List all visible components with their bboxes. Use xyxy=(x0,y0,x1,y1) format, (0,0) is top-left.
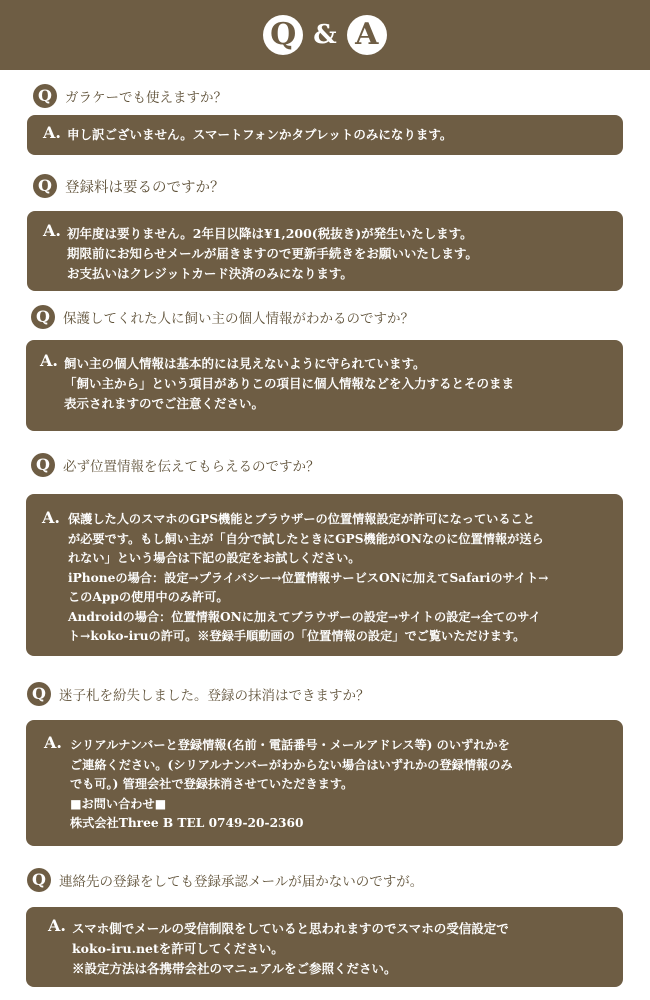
faq-question-2 xyxy=(33,174,225,198)
answer-line: お支払いはクレジットカード決済のみになります。 xyxy=(67,266,353,281)
faq-answer-6 xyxy=(26,907,623,987)
answer-line: 飼い主の個人情報は基本的には見えないように守られています。 xyxy=(64,356,426,371)
question-badge: Q xyxy=(27,868,51,892)
question-badge: Q xyxy=(31,305,55,329)
question-badge: Q xyxy=(33,174,57,198)
answer-badge: A. xyxy=(43,221,61,240)
answer-line: が必要です。もし飼い主が「自分で試したときにGPS機能がONなのに位置情報が送ら xyxy=(68,531,544,546)
answer-badge: A. xyxy=(48,916,66,935)
answer-line: iPhoneの場合：設定→プライバシー→位置情報サービスONに加えてSafariのサイト→ xyxy=(68,570,549,585)
answer-line: 表示されますのでご注意ください。 xyxy=(64,396,265,411)
faq-question-1 xyxy=(33,84,227,108)
header-a-badge: A xyxy=(347,15,387,55)
answer-badge: A. xyxy=(43,123,61,142)
question-text: 必ず位置情報を伝えてもらえるのですか？ xyxy=(63,459,320,475)
answer-line: シリアルナンバーと登録情報(名前・電話番号・メールアドレス等) のいずれかを xyxy=(70,738,510,752)
answer-badge: A. xyxy=(44,733,62,752)
header-ampersand: & xyxy=(313,20,337,50)
question-badge: Q xyxy=(33,84,57,108)
answer-badge: A. xyxy=(42,508,60,527)
answer-line: 「飼い主から」という項目がありこの項目に個人情報などを入力するとそのまま xyxy=(64,376,515,391)
question-text: ガラケーでも使えますか？ xyxy=(65,90,227,106)
faq-answer-4 xyxy=(26,494,623,656)
header-q-badge: Q xyxy=(263,15,303,55)
question-text: 連絡先の登録をしても登録承認メールが届かないのですが。 xyxy=(59,874,424,890)
answer-line: スマホ側でメールの受信制限をしていると思われますのでスマホの受信設定で xyxy=(72,921,509,936)
answer-line: ■お問い合わせ■ xyxy=(70,796,167,811)
faq-answer-1 xyxy=(27,115,623,155)
answer-line: ト→koko-iruの許可。※登録手順動画の「位置情報の設定」でご覧いただけます。 xyxy=(68,629,526,643)
qa-header xyxy=(0,0,650,70)
question-text: 迷子札を紛失しました。登録の抹消はできますか？ xyxy=(59,688,370,704)
answer-line: ※設定方法は各携帯会社のマニュアルをご参照ください。 xyxy=(72,961,397,976)
answer-line: koko-iru.netを許可してください。 xyxy=(72,941,284,956)
answer-line: 期限前にお知らせメールが届きますので更新手続きをお願いいたします。 xyxy=(67,246,478,261)
answer-line: でも可。) 管理会社で登録抹消させていただきます。 xyxy=(70,777,354,791)
question-text: 登録料は要るのですか？ xyxy=(65,179,225,196)
faq-question-6 xyxy=(27,868,423,892)
question-badge: Q xyxy=(27,682,51,706)
answer-line: ご連絡ください。(シリアルナンバーがわからない場合はいずれかの登録情報のみ xyxy=(70,757,513,772)
answer-line: このAppの使用中のみ許可。 xyxy=(68,590,229,604)
answer-line: Androidの場合：位置情報ONに加えてブラウザーの設定→サイトの設定→全てのサイ xyxy=(68,609,541,624)
answer-badge: A. xyxy=(40,351,58,370)
faq-question-4 xyxy=(31,453,320,477)
faq-answer-3 xyxy=(26,340,623,431)
faq-question-3 xyxy=(31,305,414,329)
question-badge: Q xyxy=(31,453,55,477)
question-text: 保護してくれた人に飼い主の個人情報がわかるのですか？ xyxy=(63,311,414,327)
answer-line: 申し訳ございません。スマートフォンかタブレットのみになります。 xyxy=(67,127,453,142)
faq-question-5 xyxy=(27,682,370,706)
answer-line: れない」という場合は下記の設定をお試しください。 xyxy=(68,551,361,565)
answer-line: 保護した人のスマホのGPS機能とブラウザーの位置情報設定が許可になっていること xyxy=(68,512,535,526)
faq-answer-2 xyxy=(27,211,623,291)
answer-line: 株式会社Three B TEL 0749-20-2360 xyxy=(70,816,304,830)
faq-answer-5 xyxy=(26,720,623,846)
answer-line: 初年度は要りません。2年目以降は¥1,200(税抜き)が発生いたします。 xyxy=(67,226,473,241)
